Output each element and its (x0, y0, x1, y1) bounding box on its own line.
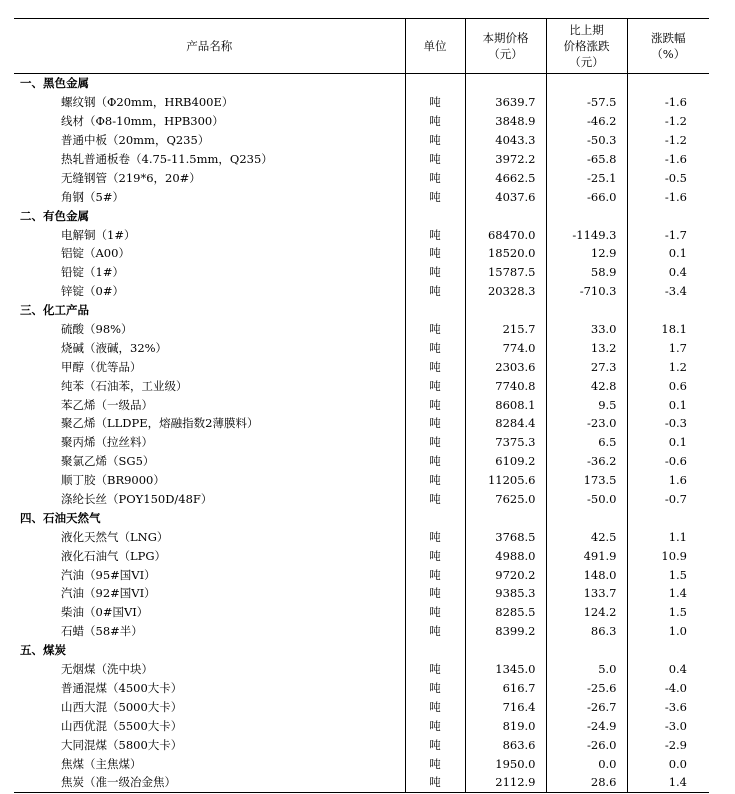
percent-cell: -1.6 (627, 187, 709, 206)
empty-cell (405, 74, 465, 93)
unit-cell: 吨 (405, 490, 465, 509)
unit-cell: 吨 (405, 716, 465, 735)
table-row (14, 679, 709, 698)
section-row (14, 74, 709, 93)
table-row (14, 131, 709, 150)
section-row (14, 641, 709, 660)
empty-cell (546, 301, 627, 320)
unit-cell: 吨 (405, 433, 465, 452)
percent-cell: -0.7 (627, 490, 709, 509)
product-name: 烧碱（液碱，32%） (61, 340, 168, 355)
change-cell: 12.9 (546, 244, 627, 263)
table-row (14, 150, 709, 169)
product-name: 焦煤（主焦煤） (61, 756, 142, 771)
section-title: 五、煤炭 (20, 643, 66, 658)
change-cell: -50.3 (546, 131, 627, 150)
percent-cell: 0.1 (627, 244, 709, 263)
table-row (14, 357, 709, 376)
percent-cell: -1.6 (627, 93, 709, 112)
empty-cell (546, 508, 627, 527)
change-cell: 5.0 (546, 660, 627, 679)
product-name: 聚丙烯（拉丝料） (61, 435, 153, 450)
table-row (14, 112, 709, 131)
change-cell: -25.6 (546, 679, 627, 698)
price-cell: 819.0 (465, 716, 546, 735)
percent-cell: -1.6 (627, 150, 709, 169)
change-cell: 491.9 (546, 546, 627, 565)
price-cell: 716.4 (465, 697, 546, 716)
price-cell: 9385.3 (465, 584, 546, 603)
header-current-price: 本期价格 （元） (465, 19, 546, 74)
header-unit: 单位 (405, 19, 465, 74)
unit-cell: 吨 (405, 131, 465, 150)
price-cell: 4988.0 (465, 546, 546, 565)
change-cell: 58.9 (546, 263, 627, 282)
product-name: 石蜡（58#半） (61, 624, 143, 639)
change-cell: 42.5 (546, 527, 627, 546)
unit-cell: 吨 (405, 225, 465, 244)
product-name: 焦炭（准一级冶金焦） (14, 773, 405, 792)
percent-cell: 1.0 (627, 622, 709, 641)
percent-cell: 1.5 (627, 565, 709, 584)
change-cell: -23.0 (546, 414, 627, 433)
product-name: 聚氯乙烯（SG5） (61, 454, 155, 469)
unit-cell: 吨 (405, 357, 465, 376)
empty-cell (627, 74, 709, 93)
section-title: 四、石油天然气 (20, 510, 101, 525)
change-cell: 13.2 (546, 338, 627, 357)
percent-cell: -4.0 (627, 679, 709, 698)
empty-cell (465, 301, 546, 320)
product-name: 大同混煤（5800大卡） (61, 737, 183, 752)
product-name: 螺纹钢（Φ20mm，HRB400E） (61, 95, 234, 110)
price-cell: 8399.2 (465, 622, 546, 641)
percent-cell: 1.2 (627, 357, 709, 376)
section-title: 一、黑色金属 (20, 76, 89, 91)
unit-cell: 吨 (405, 471, 465, 490)
price-cell: 6109.2 (465, 452, 546, 471)
percent-cell: 1.5 (627, 603, 709, 622)
table-row (14, 244, 709, 263)
price-cell: 3639.7 (465, 93, 546, 112)
empty-cell (627, 301, 709, 320)
unit-cell: 吨 (405, 112, 465, 131)
unit-cell: 吨 (405, 452, 465, 471)
unit-cell: 吨 (405, 338, 465, 357)
percent-cell: 0.1 (627, 433, 709, 452)
product-name: 纯苯（石油苯，工业级） (61, 378, 188, 393)
change-cell: 148.0 (546, 565, 627, 584)
unit-cell: 吨 (405, 754, 465, 773)
table-row (14, 527, 709, 546)
percent-cell: 18.1 (627, 320, 709, 339)
unit-cell: 吨 (405, 187, 465, 206)
table-row (14, 471, 709, 490)
product-name: 热轧普通板卷（4.75-11.5mm，Q235） (61, 152, 273, 166)
percent-cell: 1.7 (627, 338, 709, 357)
unit-cell: 吨 (405, 263, 465, 282)
percent-cell: -3.6 (627, 697, 709, 716)
table-row (14, 754, 709, 773)
change-cell: -36.2 (546, 452, 627, 471)
change-cell: 27.3 (546, 357, 627, 376)
section-row (14, 301, 709, 320)
change-cell: 124.2 (546, 603, 627, 622)
unit-cell: 吨 (405, 320, 465, 339)
table-row (14, 584, 709, 603)
change-cell: 33.0 (546, 320, 627, 339)
product-name: 锌锭（0#） (61, 284, 124, 299)
table-row (14, 735, 709, 754)
table-row (14, 622, 709, 641)
price-cell: 9720.2 (465, 565, 546, 584)
unit-cell: 吨 (405, 168, 465, 187)
change-cell: 28.6 (546, 773, 627, 792)
percent-cell: 1.6 (627, 471, 709, 490)
percent-cell: 1.4 (627, 773, 709, 792)
product-name: 涤纶长丝（POY150D/48F） (61, 492, 213, 507)
table-row (14, 565, 709, 584)
table-row (14, 168, 709, 187)
percent-cell: -1.2 (627, 112, 709, 131)
empty-cell (546, 74, 627, 93)
percent-cell: -2.9 (627, 735, 709, 754)
table-row (14, 716, 709, 735)
product-name: 硫酸（98%） (61, 322, 133, 337)
change-cell: 173.5 (546, 471, 627, 490)
percent-cell: 10.9 (627, 546, 709, 565)
unit-cell: 吨 (405, 282, 465, 301)
product-name: 苯乙烯（一级品） (61, 397, 153, 412)
unit-cell: 吨 (405, 527, 465, 546)
table-row (14, 490, 709, 509)
change-cell: -46.2 (546, 112, 627, 131)
unit-cell: 吨 (405, 622, 465, 641)
unit-cell: 吨 (405, 376, 465, 395)
section-row (14, 508, 709, 527)
header-change-percent: 涨跌幅 （%） (627, 19, 709, 74)
percent-cell: -3.0 (627, 716, 709, 735)
percent-cell: 0.0 (627, 754, 709, 773)
empty-cell (405, 206, 465, 225)
table-row (14, 395, 709, 414)
price-cell: 2303.6 (465, 357, 546, 376)
price-cell: 7375.3 (465, 433, 546, 452)
percent-cell: 1.4 (627, 584, 709, 603)
price-cell: 2112.9 (465, 773, 546, 792)
price-cell: 68470.0 (465, 225, 546, 244)
price-cell: 1950.0 (465, 754, 546, 773)
product-name: 聚乙烯（LLDPE，熔融指数2薄膜料） (61, 416, 259, 431)
empty-cell (465, 641, 546, 660)
unit-cell: 吨 (405, 773, 465, 792)
product-name: 线材（Φ8-10mm，HPB300） (61, 114, 224, 129)
table-row (14, 93, 709, 112)
empty-cell (627, 641, 709, 660)
change-cell: 0.0 (546, 754, 627, 773)
product-name: 顺丁胶（BR9000） (61, 473, 165, 488)
change-cell: -66.0 (546, 187, 627, 206)
product-name: 甲醇（优等品） (61, 359, 142, 374)
unit-cell: 吨 (405, 603, 465, 622)
empty-cell (405, 301, 465, 320)
price-cell: 4662.5 (465, 168, 546, 187)
unit-cell: 吨 (405, 93, 465, 112)
unit-cell: 吨 (405, 697, 465, 716)
product-name: 铝锭（A00） (61, 246, 130, 261)
price-cell: 8608.1 (465, 395, 546, 414)
section-title: 三、化工产品 (20, 303, 89, 318)
price-cell: 1345.0 (465, 660, 546, 679)
product-name: 铅锭（1#） (61, 265, 124, 280)
product-name: 山西大混（5000大卡） (61, 699, 183, 714)
change-cell: -50.0 (546, 490, 627, 509)
price-cell: 774.0 (465, 338, 546, 357)
header-price-change: 比上期 价格涨跌 （元） (546, 19, 627, 74)
change-cell: -26.0 (546, 735, 627, 754)
table-row (14, 697, 709, 716)
unit-cell: 吨 (405, 584, 465, 603)
table-row (14, 773, 709, 792)
table-header (14, 19, 709, 74)
table-row (14, 414, 709, 433)
change-cell: -65.8 (546, 150, 627, 169)
percent-cell: -1.2 (627, 131, 709, 150)
product-name: 液化石油气（LPG） (61, 548, 167, 563)
price-cell: 18520.0 (465, 244, 546, 263)
price-cell: 3848.9 (465, 112, 546, 131)
price-cell: 8285.5 (465, 603, 546, 622)
empty-cell (405, 508, 465, 527)
percent-cell: -0.3 (627, 414, 709, 433)
change-cell: -710.3 (546, 282, 627, 301)
table-row (14, 282, 709, 301)
product-name: 普通中板（20mm，Q235） (61, 133, 210, 148)
header-product-name: 产品名称 (14, 19, 405, 74)
price-cell: 7625.0 (465, 490, 546, 509)
product-name: 液化天然气（LNG） (61, 529, 169, 544)
table-row (14, 187, 709, 206)
percent-cell: 0.4 (627, 263, 709, 282)
product-name: 山西优混（5500大卡） (61, 718, 183, 733)
price-cell: 20328.3 (465, 282, 546, 301)
price-cell: 863.6 (465, 735, 546, 754)
percent-cell: -0.6 (627, 452, 709, 471)
price-cell: 8284.4 (465, 414, 546, 433)
price-cell: 15787.5 (465, 263, 546, 282)
product-name: 电解铜（1#） (61, 227, 136, 242)
percent-cell: 0.4 (627, 660, 709, 679)
percent-cell: -3.4 (627, 282, 709, 301)
product-name: 普通混煤（4500大卡） (61, 680, 183, 695)
unit-cell: 吨 (405, 660, 465, 679)
empty-cell (627, 206, 709, 225)
change-cell: 42.8 (546, 376, 627, 395)
price-cell: 11205.6 (465, 471, 546, 490)
product-name: 柴油（0#国VI） (61, 605, 149, 620)
product-name: 无缝钢管（219*6，20#） (61, 170, 201, 185)
price-cell: 3972.2 (465, 150, 546, 169)
change-cell: 86.3 (546, 622, 627, 641)
change-cell: -25.1 (546, 168, 627, 187)
table-body (14, 74, 709, 793)
table-row (14, 320, 709, 339)
unit-cell: 吨 (405, 679, 465, 698)
change-cell: 133.7 (546, 584, 627, 603)
empty-cell (465, 206, 546, 225)
product-name: 角钢（5#） (61, 189, 124, 204)
unit-cell: 吨 (405, 395, 465, 414)
change-cell: 6.5 (546, 433, 627, 452)
percent-cell: 0.6 (627, 376, 709, 395)
section-title: 二、有色金属 (20, 208, 89, 223)
price-cell: 4037.6 (465, 187, 546, 206)
price-cell: 215.7 (465, 320, 546, 339)
empty-cell (546, 206, 627, 225)
empty-cell (627, 508, 709, 527)
empty-cell (465, 74, 546, 93)
unit-cell: 吨 (405, 150, 465, 169)
table-row (14, 338, 709, 357)
unit-cell: 吨 (405, 735, 465, 754)
empty-cell (465, 508, 546, 527)
product-name: 无烟煤（洗中块） (61, 662, 153, 677)
percent-cell: 1.1 (627, 527, 709, 546)
change-cell: 9.5 (546, 395, 627, 414)
price-cell: 4043.3 (465, 131, 546, 150)
table-row (14, 225, 709, 244)
product-name: 汽油（92#国VI） (61, 586, 156, 601)
price-cell: 616.7 (465, 679, 546, 698)
change-cell: -24.9 (546, 716, 627, 735)
table-row (14, 660, 709, 679)
change-cell: -1149.3 (546, 225, 627, 244)
unit-cell: 吨 (405, 565, 465, 584)
empty-cell (405, 641, 465, 660)
unit-cell: 吨 (405, 414, 465, 433)
product-name: 汽油（95#国VI） (61, 567, 156, 582)
table-row (14, 376, 709, 395)
table-row (14, 433, 709, 452)
table-row (14, 546, 709, 565)
price-cell: 3768.5 (465, 527, 546, 546)
percent-cell: 0.1 (627, 395, 709, 414)
table-row (14, 603, 709, 622)
section-row (14, 206, 709, 225)
unit-cell: 吨 (405, 546, 465, 565)
table-row (14, 452, 709, 471)
change-cell: -26.7 (546, 697, 627, 716)
percent-cell: -1.7 (627, 225, 709, 244)
price-table (14, 18, 709, 793)
price-cell: 7740.8 (465, 376, 546, 395)
percent-cell: -0.5 (627, 168, 709, 187)
table-row (14, 263, 709, 282)
empty-cell (546, 641, 627, 660)
change-cell: -57.5 (546, 93, 627, 112)
unit-cell: 吨 (405, 244, 465, 263)
